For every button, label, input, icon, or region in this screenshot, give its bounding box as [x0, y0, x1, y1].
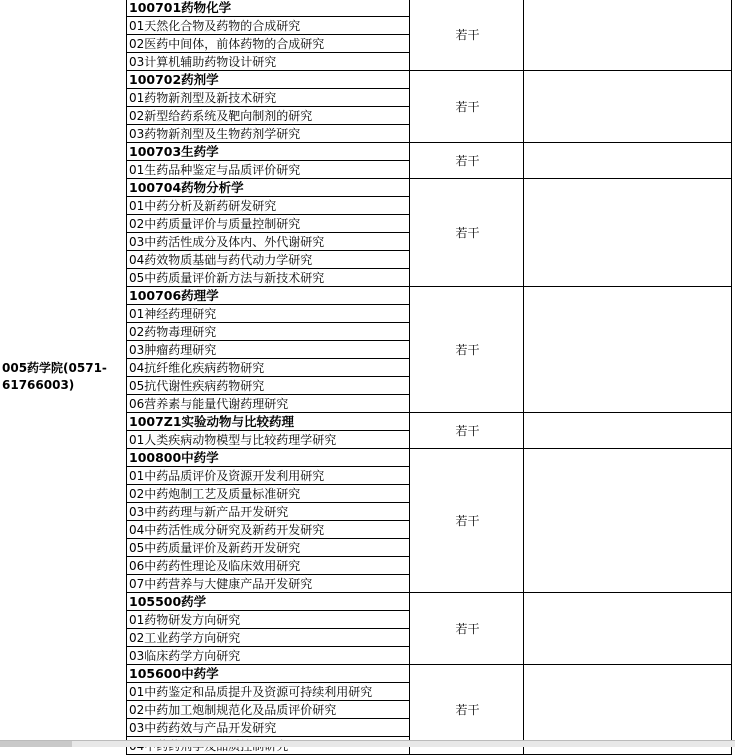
research-direction: 02新型给药系统及靶向制剂的研究	[127, 107, 410, 125]
research-direction: 03中药药理与新产品开发研究	[127, 503, 410, 521]
research-direction: 05中药质量评价新方法与新技术研究	[127, 269, 410, 287]
research-direction: 06营养素与能量代谢药理研究	[127, 395, 410, 413]
research-direction: 01药物研发方向研究	[127, 611, 410, 629]
research-direction: 03计算机辅助药物设计研究	[127, 53, 410, 71]
enrollment-count: 若干	[410, 143, 524, 179]
enrollment-count: 若干	[410, 0, 524, 71]
enrollment-count: 若干	[410, 413, 524, 449]
program-code-name: 105500药学	[127, 593, 410, 611]
remarks-cell	[524, 143, 732, 179]
program-code-name: 100702药剂学	[127, 71, 410, 89]
research-direction: 04药效物质基础与药代动力学研究	[127, 251, 410, 269]
research-direction: 01中药分析及新药研发研究	[127, 197, 410, 215]
program-code-name: 100704药物分析学	[127, 179, 410, 197]
research-direction: 01人类疾病动物模型与比较药理学研究	[127, 431, 410, 449]
research-direction: 03中药活性成分及体内、外代谢研究	[127, 233, 410, 251]
enrollment-count: 若干	[410, 449, 524, 593]
remarks-cell	[524, 593, 732, 665]
research-direction: 01中药鉴定和品质提升及资源可持续利用研究	[127, 683, 410, 701]
enrollment-count: 若干	[410, 179, 524, 287]
research-direction: 02中药质量评价与质量控制研究	[127, 215, 410, 233]
research-direction: 03肿瘤药理研究	[127, 341, 410, 359]
research-direction: 04抗纤维化疾病药物研究	[127, 359, 410, 377]
remarks-cell	[524, 287, 732, 413]
research-direction: 05中药质量评价及新药开发研究	[127, 539, 410, 557]
scrollbar-thumb[interactable]	[0, 741, 72, 747]
research-direction: 06中药药性理论及临床效用研究	[127, 557, 410, 575]
remarks-cell	[524, 449, 732, 593]
research-direction: 04中药活性成分研究及新药开发研究	[127, 521, 410, 539]
research-direction: 01天然化合物及药物的合成研究	[127, 17, 410, 35]
research-direction: 02中药加工炮制规范化及品质评价研究	[127, 701, 410, 719]
research-direction: 01神经药理研究	[127, 305, 410, 323]
enrollment-count: 若干	[410, 287, 524, 413]
remarks-cell	[524, 71, 732, 143]
enrollment-count: 若干	[410, 593, 524, 665]
program-code-name: 1007Z1实验动物与比较药理	[127, 413, 410, 431]
research-direction: 01中药品质评价及资源开发利用研究	[127, 467, 410, 485]
research-direction: 01生药品种鉴定与品质评价研究	[127, 161, 410, 179]
research-direction: 02工业药学方向研究	[127, 629, 410, 647]
research-direction: 05抗代谢性疾病药物研究	[127, 377, 410, 395]
remarks-cell	[524, 0, 732, 71]
remarks-cell	[524, 413, 732, 449]
program-code-name: 100706药理学	[127, 287, 410, 305]
program-header-row	[0, 0, 732, 17]
research-direction: 01药物新剂型及新技术研究	[127, 89, 410, 107]
research-direction: 07中药营养与大健康产品开发研究	[127, 575, 410, 593]
research-direction: 02中药炮制工艺及质量标准研究	[127, 485, 410, 503]
program-code-name: 100703生药学	[127, 143, 410, 161]
program-code-name: 100800中药学	[127, 449, 410, 467]
research-direction: 03中药药效与产品开发研究	[127, 719, 410, 737]
enrollment-count: 若干	[410, 71, 524, 143]
program-code-name: 100701药物化学	[127, 0, 410, 17]
college-name: 005药学院(0571-61766003)	[0, 0, 127, 755]
research-direction: 03临床药学方向研究	[127, 647, 410, 665]
program-code-name: 105600中药学	[127, 665, 410, 683]
research-direction: 02药物毒理研究	[127, 323, 410, 341]
research-direction: 03药物新剂型及生物药剂学研究	[127, 125, 410, 143]
remarks-cell	[524, 179, 732, 287]
research-direction: 02医药中间体，前体药物的合成研究	[127, 35, 410, 53]
horizontal-scrollbar[interactable]	[0, 740, 735, 747]
enrollment-count: 若干	[410, 665, 524, 755]
